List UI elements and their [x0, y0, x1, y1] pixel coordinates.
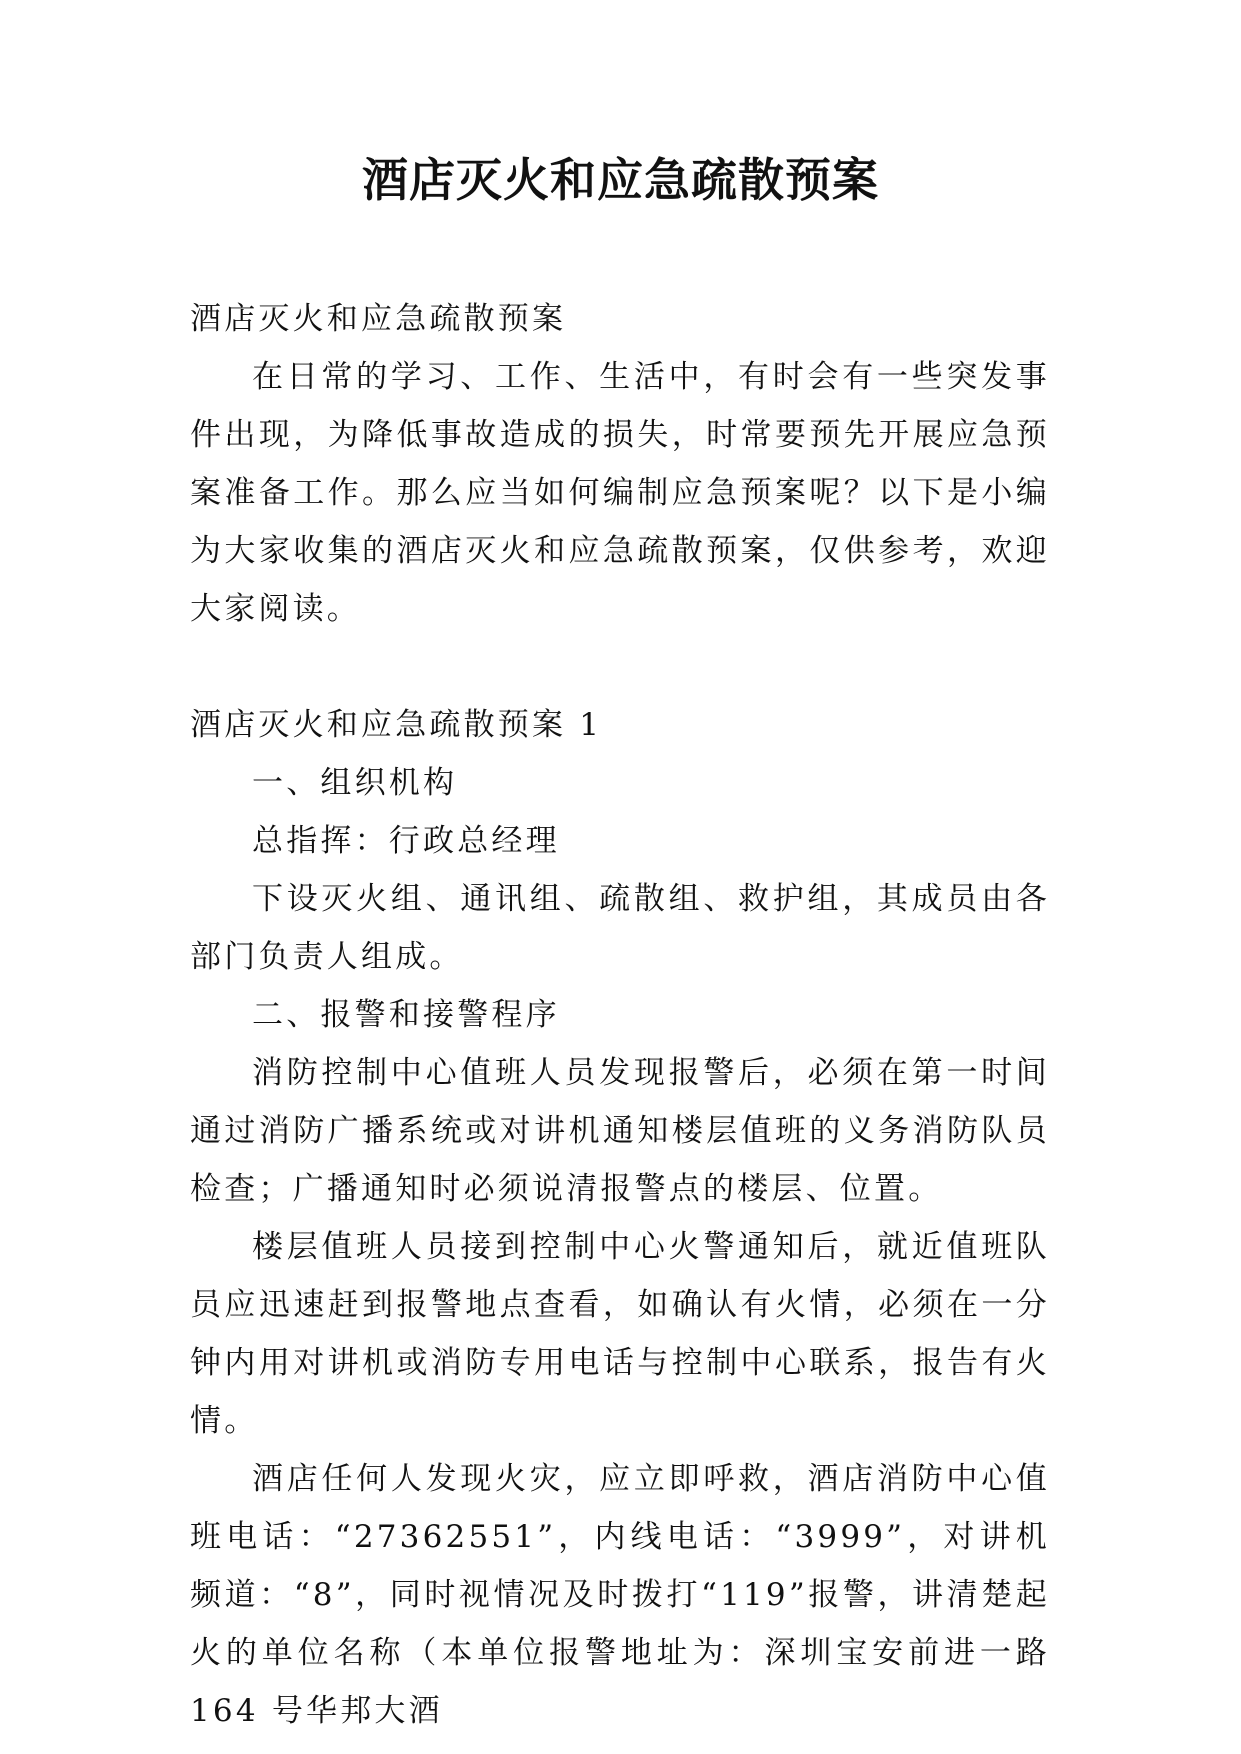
heading-alarm-procedure: 二、报警和接警程序 — [252, 997, 560, 1033]
floor-duty-paragraph: 楼层值班人员接到控制中心火警通知后，就近值班队员应迅速赶到报警地点查看，如确认有火情，必须在一分钟内用对讲机或消防专用电话与控制中心联系，报告有火情。 — [190, 1229, 1050, 1439]
heading-organization: 一、组织机构 — [252, 765, 458, 801]
groups-paragraph: 下设灭火组、通讯组、疏散组、救护组，其成员由各部门负责人组成。 — [190, 881, 1050, 975]
control-center-paragraph: 消防控制中心值班人员发现报警后，必须在第一时间通过消防广播系统或对讲机通知楼层值班的义务消防队员检查；广播通知时必须说清报警点的楼层、位置。 — [190, 1055, 1050, 1207]
section-title: 酒店灭火和应急疏散预案 1 — [190, 707, 603, 743]
commander-line: 总指挥：行政总经理 — [252, 823, 560, 859]
anyone-discovers-fire-paragraph: 酒店任何人发现火灾，应立即呼救，酒店消防中心值班电话：“27362551”，内线电话：“3999”，对讲机频道：“8”，同时视情况及时拨打“119”报警，讲清楚起火的单位名称（本单位报警地址为：深圳宝安前进一路 164 号华邦大酒 — [190, 1461, 1050, 1729]
document-body — [190, 290, 1050, 1740]
document-subtitle: 酒店灭火和应急疏散预案 — [190, 301, 567, 337]
paragraph-spacer — [190, 638, 1050, 696]
intro-paragraph: 在日常的学习、工作、生活中，有时会有一些突发事件出现，为降低事故造成的损失，时常要预先开展应急预案准备工作。那么应当如何编制应急预案呢？以下是小编为大家收集的酒店灭火和应急疏散预案，仅供参考，欢迎大家阅读。 — [190, 359, 1050, 627]
document-title: 酒店灭火和应急疏散预案 — [362, 153, 879, 207]
